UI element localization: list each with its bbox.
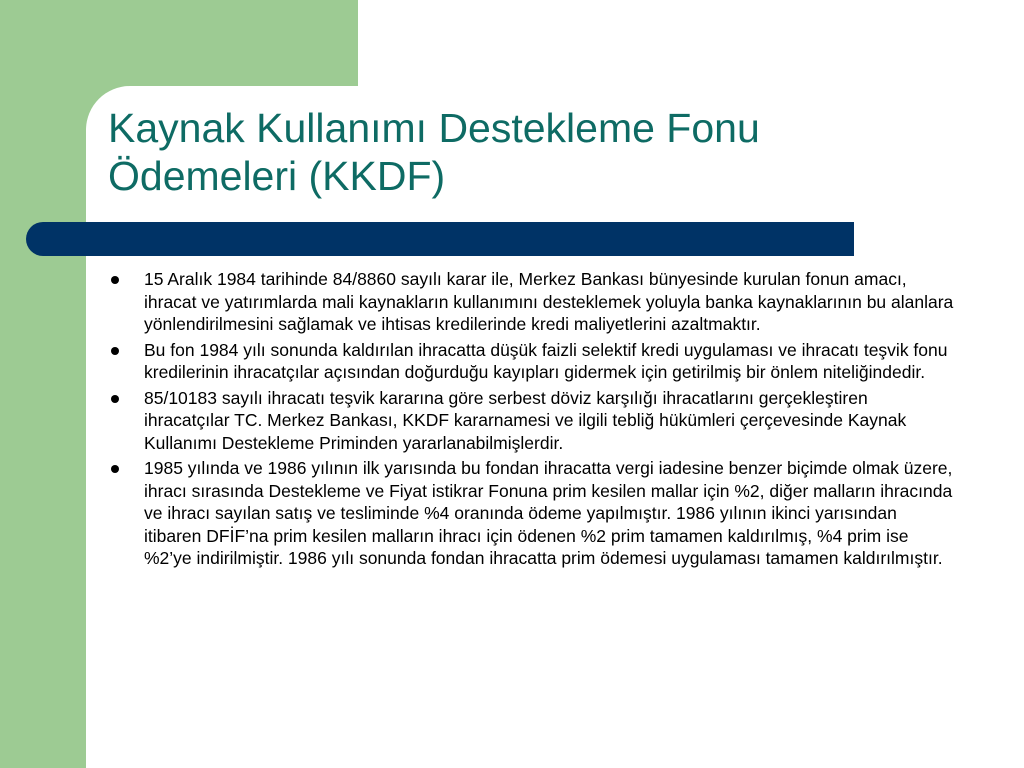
slide-title-line-2: Ödemeleri (KKDF): [108, 153, 446, 199]
bullet-list: [108, 268, 958, 573]
bullet-dot-icon: [111, 347, 119, 355]
bullet-dot-icon: [111, 276, 119, 284]
bullet-dot-icon: [111, 465, 119, 473]
bullet-item: [108, 457, 958, 570]
slide-title: [108, 104, 968, 200]
slide-title-line-1: Kaynak Kullanımı Destekleme Fonu: [108, 105, 760, 151]
bullet-text: Bu fon 1984 yılı sonunda kaldırılan ihracatta düşük faizli selektif kredi uygulaması ve ihracatı teşvik fonu kredilerinin ihracatçılar açısından doğurduğu kayıpları gidermek için getirilmiş bir önlem niteliğindedir.: [144, 339, 948, 382]
green-left-strip: [0, 0, 86, 768]
bullet-dot-icon: [111, 395, 119, 403]
bullet-text: 85/10183 sayılı ihracatı teşvik kararına göre serbest döviz karşılığı ihracatlarını gerçekleştiren ihracatçılar TC. Merkez Bankası, KKDF kararnamesi ve ilgili tebliğ hükümleri çerçevesinde Kaynak Kullanımı Destekleme Priminden yararlanabilmişlerdir.: [144, 387, 907, 453]
title-divider-bar: [26, 222, 854, 256]
bullet-text: 1985 yılında ve 1986 yılının ilk yarısında bu fondan ihracatta vergi iadesine benzer biçimde olmak üzere, ihracı sırasında Destekleme ve Fiyat istikrar Fonuna prim kesilen mallar için %2, diğer malların ihracında ve ihracı sayılan satış ve tesliminde %4 oranında ödeme yapılmıştır. 1986 yılının ikinci yarısından itibaren DFİF’na prim kesilen malların ihracı için ödenen %2 prim tamamen kaldırılmış, %4 prim ise %2’ye indirilmiştir. 1986 yılı sonunda fondan ihracatta prim ödemesi uygulaması tamamen kaldırılmıştır.: [144, 458, 953, 568]
bullet-item: [108, 339, 958, 384]
bullet-text: 15 Aralık 1984 tarihinde 84/8860 sayılı karar ile, Merkez Bankası bünyesinde kurulan fonun amacı, ihracat ve yatırımlarda mali kaynakların kullanımını desteklemek yoluyla banka kaynaklarının bu alanlara yönlendirilmesini sağlamak ve ihtisas kredilerinde kredi maliyetlerini azaltmaktır.: [144, 269, 954, 334]
bullet-item: [108, 268, 958, 336]
bullet-item: [108, 387, 958, 455]
